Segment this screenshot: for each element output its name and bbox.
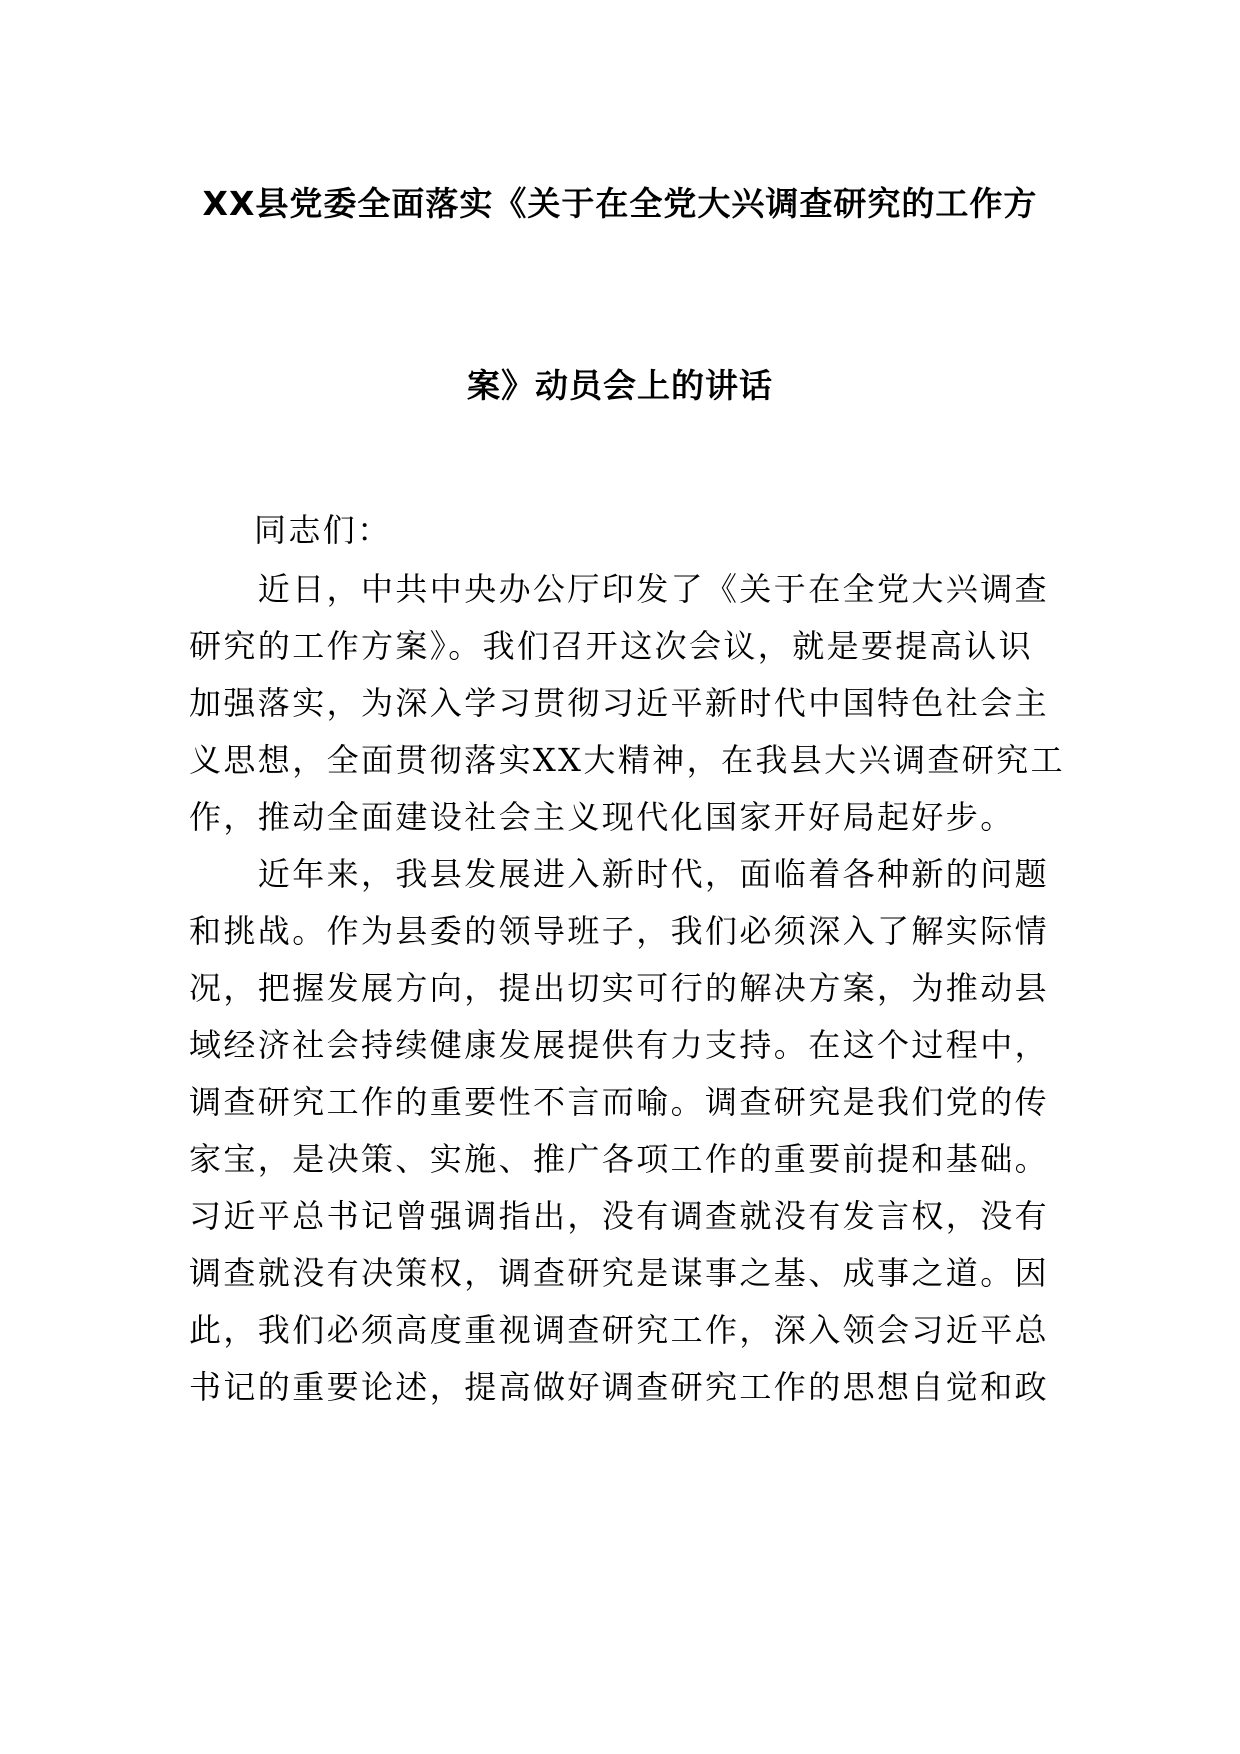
body-line: 义思想，全面贯彻落实XX大精神，在我县大兴调查研究工 [189,741,1065,779]
body-line: 近日，中共中央办公厅印发了《关于在全党大兴调查 [189,570,1050,608]
body-line: 域经济社会持续健康发展提供有力支持。在这个过程中， [189,1026,1050,1064]
body-line: 作，推动全面建设社会主义现代化国家开好局起好步。 [189,798,1015,836]
body-line: 况，把握发展方向，提出切实可行的解决方案，为推动县 [189,969,1050,1007]
body-line: 调查就没有决策权，调查研究是谋事之基、成事之道。因 [189,1254,1050,1292]
body-line: 研究的工作方案》。我们召开这次会议，就是要提高认识 [189,627,1034,665]
body-line: 和挑战。作为县委的领导班子，我们必须深入了解实际情 [189,912,1050,950]
body-line: 习近平总书记曾强调指出，没有调查就没有发言权，没有 [189,1197,1050,1235]
document-title-line-2: 案》动员会上的讲话 [467,366,773,405]
document-title-line-1: XX县党委全面落实《关于在全党大兴调查研究的工作方 [202,184,1038,223]
body-line: 书记的重要论述，提高做好调查研究工作的思想自觉和政 [189,1368,1050,1406]
body-line: 近年来，我县发展进入新时代，面临着各种新的问题 [189,855,1050,893]
body-line: 调查研究工作的重要性不言而喻。调查研究是我们党的传 [189,1083,1050,1121]
body-line: 家宝，是决策、实施、推广各项工作的重要前提和基础。 [189,1140,1050,1178]
body-line: 此，我们必须高度重视调查研究工作，深入领会习近平总 [189,1311,1050,1349]
body-line: 加强落实，为深入学习贯彻习近平新时代中国特色社会主 [189,684,1050,722]
salutation: 同志们： [254,511,392,549]
